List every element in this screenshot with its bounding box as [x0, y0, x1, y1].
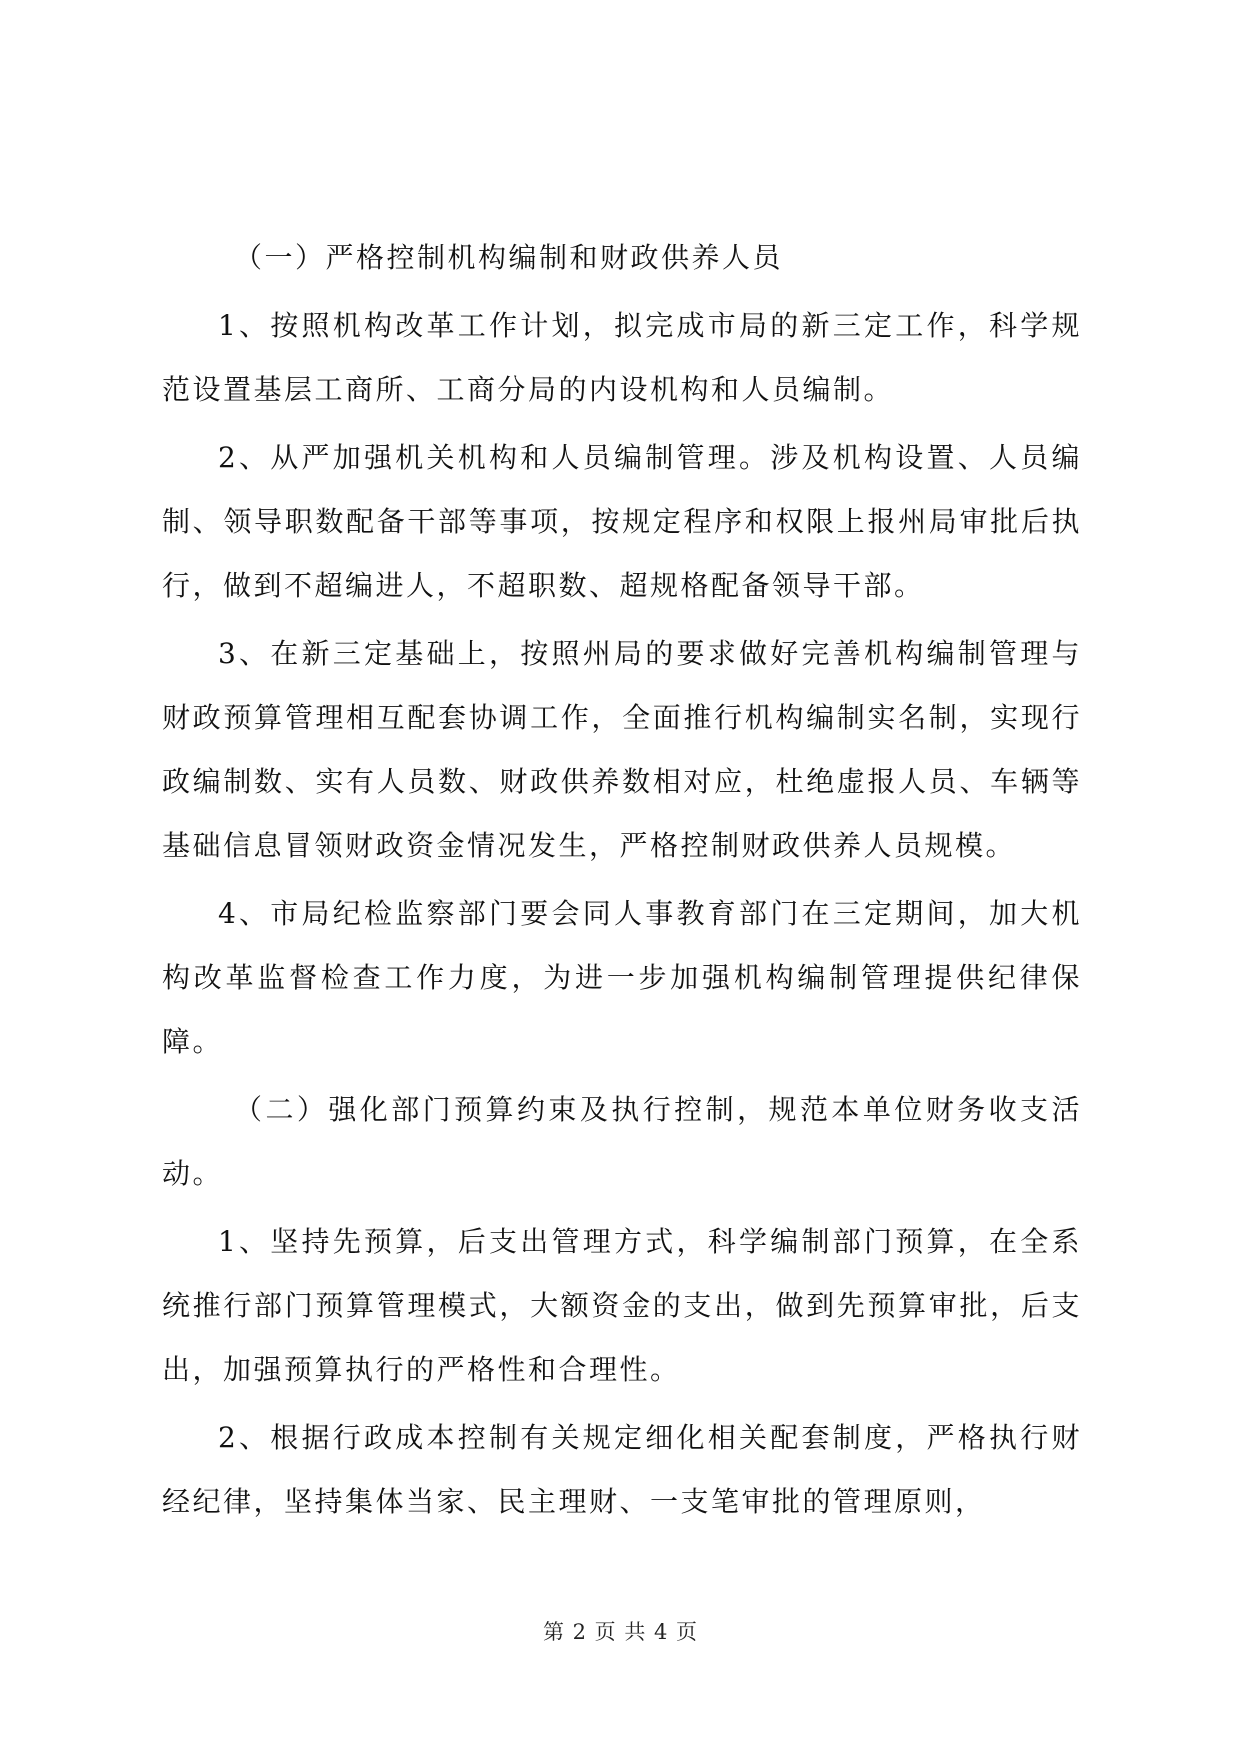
paragraph-1-3: 3、在新三定基础上，按照州局的要求做好完善机构编制管理与财政预算管理相互配套协调工作，全面推行机构编制实名制，实现行政编制数、实有人员数、财政供养数相对应，杜绝虚报人员、车辆等基础信息冒领财政资金情况发生，严格控制财政供养人员规模。 — [162, 637, 1082, 862]
paragraph-1-1: 1、按照机构改革工作计划，拟完成市局的新三定工作，科学规范设置基层工商所、工商分局的内设机构和人员编制。 — [162, 309, 1082, 406]
paragraph-2-1: 1、坚持先预算，后支出管理方式，科学编制部门预算，在全系统推行部门预算管理模式，大额资金的支出，做到先预算审批，后支出，加强预算执行的严格性和合理性。 — [162, 1225, 1082, 1386]
page-footer: 第 2 页 共 4 页 — [542, 1620, 699, 1644]
section-heading-1: （一）严格控制机构编制和财政供养人员 — [234, 241, 784, 274]
section-heading-2: （二）强化部门预算约束及执行控制，规范本单位财务收支活动。 — [162, 1093, 1082, 1190]
paragraph-2-2: 2、根据行政成本控制有关规定细化相关配套制度，严格执行财经纪律，坚持集体当家、民主理财、一支笔审批的管理原则， — [162, 1421, 1082, 1518]
paragraph-1-4: 4、市局纪检监察部门要会同人事教育部门在三定期间，加大机构改革监督检查工作力度，为进一步加强机构编制管理提供纪律保障。 — [162, 897, 1082, 1058]
paragraph-1-2: 2、从严加强机关机构和人员编制管理。涉及机构设置、人员编制、领导职数配备干部等事项，按规定程序和权限上报州局审批后执行，做到不超编进人，不超职数、超规格配备领导干部。 — [162, 441, 1082, 602]
document-body — [162, 226, 1082, 1538]
